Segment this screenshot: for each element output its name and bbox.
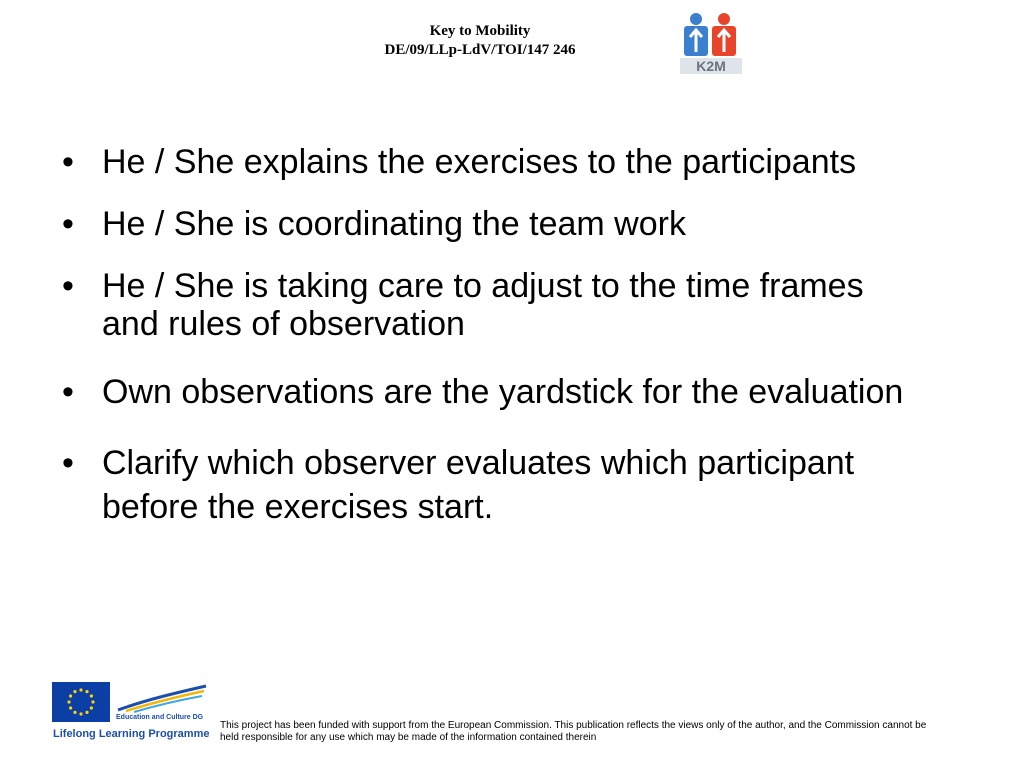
k2m-logo-text: K2M <box>696 58 726 74</box>
bullet-text: He / She explains the exercises to the participants <box>102 143 857 181</box>
funding-disclaimer: This project has been funded with support from the European Commission. This publication reflects the views only of the author, and the Commission cannot be held responsible for any use which may be made of the information contained therein <box>220 720 927 743</box>
bullet-item <box>62 441 922 529</box>
education-culture-dg-label: Education and Culture DG <box>116 714 204 721</box>
education-culture-swoosh-icon <box>116 684 208 714</box>
bullet-marker: • <box>62 373 74 411</box>
bullet-marker: • <box>62 444 74 482</box>
k2m-logo-icon <box>678 12 746 76</box>
bullet-marker: • <box>62 143 74 181</box>
bullet-item <box>62 373 922 411</box>
bullet-marker: • <box>62 205 74 243</box>
bullet-item <box>62 205 922 243</box>
project-code: DE/09/LLp-LdV/TOI/147 246 <box>384 42 576 58</box>
bullet-text: He / She is taking care to adjust to the time frames and rules of observation <box>102 267 864 343</box>
lifelong-learning-logo <box>52 682 210 744</box>
eu-flag-icon <box>52 682 110 722</box>
bullet-text: He / She is coordinating the team work <box>102 205 686 243</box>
bullet-text: Clarify which observer evaluates which participant before the exercises start. <box>102 444 855 526</box>
bullet-marker: • <box>62 267 74 305</box>
bullet-item <box>62 143 922 181</box>
bullet-item <box>62 267 922 343</box>
bullet-list <box>62 143 922 529</box>
bullet-text: Own observations are the yardstick for the evaluation <box>102 373 904 411</box>
slide-header <box>330 22 630 60</box>
lifelong-learning-label: Lifelong Learning Programme <box>53 728 210 740</box>
project-title: Key to Mobility <box>429 23 531 39</box>
